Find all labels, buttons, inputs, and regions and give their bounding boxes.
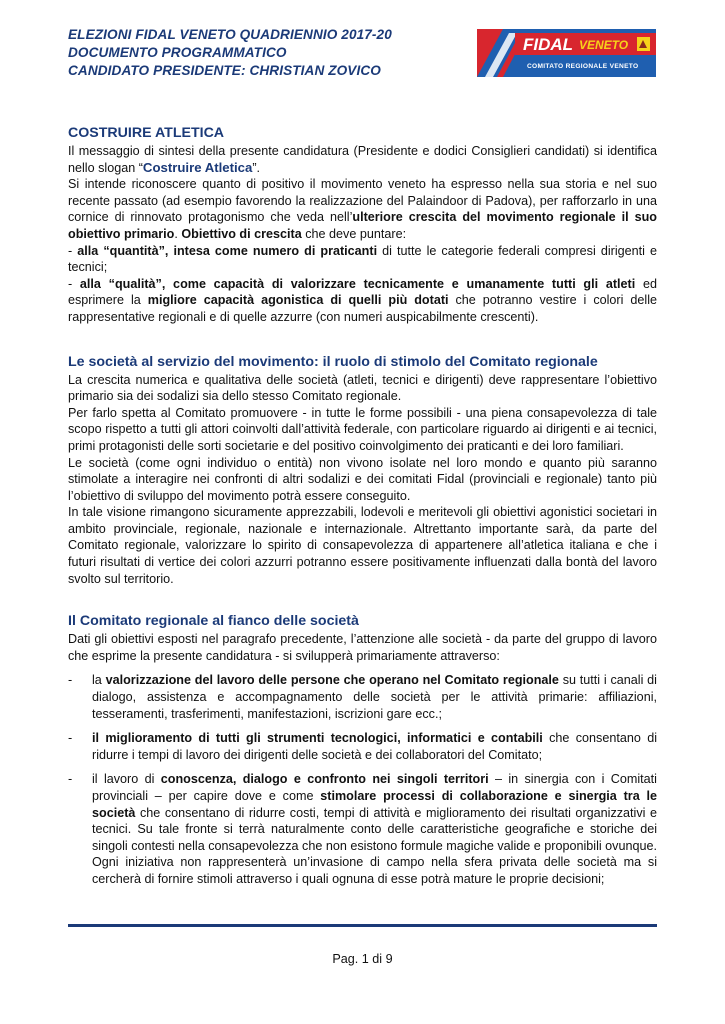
text-run: la — [92, 673, 106, 688]
paragraph-comitato-promuovere: Per farlo spetta al Comitato promuovere - in tutte le forme possibili - una piena consapevolezza di tale scopo rispetto a tutti gli attori coinvolti dall’attività federale, con particolare riguardo ai dirigenti e ai tecnici, primi protagonisti delle sorti societarie e del positivo coinvolgimento dei praticanti e dei loro familiari. — [68, 405, 657, 453]
fidal-veneto-logo — [477, 29, 656, 77]
bold-run: stimolare processi di collaborazione e sinergia tra le società — [92, 789, 658, 820]
text-run: – in sinergia con i Comitati provinciali – per capire dove e come — [92, 772, 657, 803]
text-run: Si intende riconoscere quanto di positivo il movimento veneto ha espresso nella sua storia e nel suo recente passato (ad esempio favorendo la realizzazione del Palaindoor di Padova), per rafforzarlo in una cornice di rinnovato protagonismo che veda nell’ — [68, 177, 657, 225]
spacer — [68, 326, 657, 353]
bold-run: valorizzazione del lavoro delle persone che operano nel Comitato regionale — [105, 673, 559, 688]
logo-veneto-text: VENETO — [579, 38, 629, 52]
paragraph-interagire: Le società (come ogni individuo o entità) non vivono isolate nel loro mondo e quanto più saranno stimolate a interagire nei confronti di altri sodalizi e dei comitati Fidal (provinciali e regionale) tanto più l’obiettivo di sviluppo del movimento potrà essere conseguito. — [68, 455, 657, 503]
list-item-territori — [68, 771, 657, 887]
footer-divider — [68, 924, 657, 927]
header-line-document: DOCUMENTO PROGRAMMATICO — [68, 45, 287, 60]
logo-fidal-text: FIDAL — [523, 35, 574, 54]
paragraph-quantita — [68, 243, 657, 276]
header-line-candidate: CANDIDATO PRESIDENTE: CHRISTIAN ZOVICO — [68, 63, 381, 78]
paragraph-qualita — [68, 276, 657, 326]
text-run: - — [68, 276, 80, 291]
paragraph-crescita-societa: La crescita numerica e qualitativa delle società (atleti, tecnici e dirigenti) deve rappresentare l’obiettivo primario sia dei sodalizi sia dello stesso Comitato regionale. — [68, 372, 657, 404]
text-run: su tutti i canali di dialogo, assistenza e accompagnamento delle società per le attività primarie: affiliazioni, tesseramenti, trasferimenti, manifestazioni, iscrizioni gare ecc.; — [92, 673, 657, 721]
text-run: di tutte le categorie federali compresi dirigenti e tecnici; — [68, 243, 657, 275]
header-line-election: ELEZIONI FIDAL VENETO QUADRIENNIO 2017-20 — [68, 27, 392, 42]
text-run: che deve puntare: — [301, 226, 407, 241]
text-run: Il messaggio di sintesi della presente candidatura (Presidente e dodici Consiglieri candidati) si identifica nello slogan “ — [68, 144, 657, 175]
section-title-comitato-fianco: Il Comitato regionale al fianco delle società — [68, 613, 359, 630]
text-run: ed esprimere la — [68, 276, 657, 308]
list-item-text — [92, 771, 657, 887]
list-item-text — [92, 672, 657, 722]
list-dash: - — [68, 772, 73, 787]
list-dash: - — [68, 673, 73, 688]
bold-run: Obiettivo di crescita — [181, 226, 302, 241]
document-body — [68, 124, 657, 888]
bold-run: il miglioramento di tutti gli strumenti tecnologici, informatici e contabili — [92, 731, 543, 746]
text-run: che consentano di ridurre costi, tempi di attività e miglioramento dei risultati organizzativi e tecnici. Su tale fronte si terrà naturalmente conto delle caratteristiche geografiche e storiche dei singoli contesti nella consapevolezza che non esistono formule magiche valide e proponibili ovunque. Ogni iniziativa non rappresenterà un’invasione di campo nella sfera privata delle società ma si cercherà di fornire stimoli attraverso i quali ognuna di esse potrà mature le proprie decisioni; — [92, 805, 657, 886]
document-header — [68, 26, 468, 80]
section-title-societa-servizio: Le società al servizio del movimento: il ruolo di stimolo del Comitato regionale — [68, 353, 598, 370]
list-item-text — [92, 730, 657, 763]
paragraph-intro-attenzione: Dati gli obiettivi esposti nel paragrafo precedente, l’attenzione alle società - da parte del gruppo di lavoro che esprime la presente candidatura - si svilupperà primariamente attraverso: — [68, 632, 657, 663]
bold-run: ulteriore crescita del movimento regionale il suo obiettivo primario — [68, 210, 657, 241]
text-run: - — [68, 243, 78, 258]
paragraph-crescita — [68, 176, 657, 242]
logo-subtitle: COMITATO REGIONALE VENETO — [527, 63, 639, 70]
text-run: . — [174, 226, 182, 241]
page-number: Pag. 1 di 9 — [332, 952, 393, 966]
list-dash: - — [68, 731, 73, 746]
bold-run: conoscenza, dialogo e confronto nei singoli territori — [160, 772, 489, 787]
section-title-costruire-atletica: COSTRUIRE ATLETICA — [68, 125, 225, 141]
text-run: che consentano di ridurre i tempi di lavoro dei dirigenti delle società e dei collaboratori del Comitato; — [92, 731, 657, 762]
text-run: che potranno vestire i colori delle rappresentative regionali e di quelle azzurre (con numeri auspicabilmente crescenti). — [68, 293, 657, 324]
list-item-strumenti — [68, 730, 657, 763]
text-run: ”. — [252, 160, 261, 175]
bold-run: migliore capacità agonistica di quelli più dotati — [147, 293, 449, 308]
paragraph-slogan — [68, 143, 657, 176]
spacer — [68, 587, 657, 612]
text-run: il lavoro di — [92, 772, 161, 787]
paragraph-obiettivi-agonistici: In tale visione rimangono sicuramente apprezzabili, lodevoli e meritevoli gli obiettivi agonistici societari in ambito provinciale, regionale, nazionale e internazionale. Altrettanto importante sarà, da parte del Comitato regionale, valorizzare lo spirito di consapevolezza di appartenere all’atletica italiana e che i futuri risultati di vertice dei colori azzurri potranno essere positivamente influenzati dalla bontà del lavoro svolto sul territorio. — [68, 505, 657, 586]
slogan-text: Costruire Atletica — [142, 159, 253, 175]
bold-run: alla “quantità”, intesa come numero di praticanti — [77, 243, 378, 258]
bold-run: alla “qualità”, come capacità di valorizzare tecnicamente e umanamente tutti gli atleti — [79, 276, 636, 291]
list-item-valorizzazione — [68, 672, 657, 722]
